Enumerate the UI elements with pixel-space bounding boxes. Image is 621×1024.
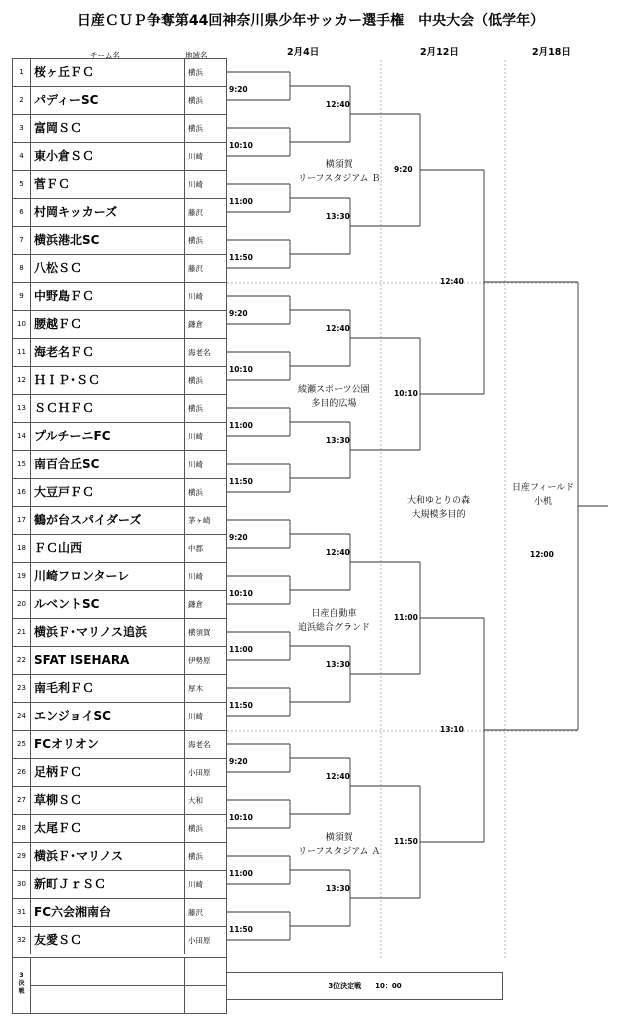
round2-time: 13:30 [326, 884, 350, 893]
round2-time: 12:40 [326, 772, 350, 781]
round1-time: 10:10 [229, 141, 253, 150]
team-region: 鎌倉 [184, 311, 226, 338]
venue-block-2-line: 多目的広場 [311, 399, 357, 409]
venue-block-3 [298, 607, 370, 635]
team-region: 藤沢 [184, 899, 226, 926]
final-time: 12:00 [530, 550, 554, 559]
team-number: 22 [13, 647, 31, 674]
team-name: 村岡キッカーズ [34, 205, 118, 219]
team-number: 4 [13, 143, 31, 170]
team-name: 太尾ＦＣ [34, 821, 83, 835]
team-region: 藤沢 [184, 255, 226, 282]
team-region: 川崎 [184, 563, 226, 590]
round1-time: 11:50 [229, 925, 253, 934]
round1-time: 11:00 [229, 197, 253, 206]
team-name: 八松ＳＣ [34, 261, 83, 275]
round2-time: 13:30 [326, 660, 350, 669]
team-region: 川崎 [184, 283, 226, 310]
team-region: 横浜 [184, 59, 226, 86]
team-region: 小田原 [184, 927, 226, 954]
third-place-match-label: 3位決定戦 10：00 [328, 982, 402, 990]
venue-block-1-line: リーフスタジアム Ｂ [298, 174, 381, 184]
region-column-header: 地域名 [185, 51, 208, 60]
round1-time: 10:10 [229, 365, 253, 374]
team-number: 7 [13, 227, 31, 254]
venue-block-2 [298, 383, 370, 411]
round1-time: 11:50 [229, 253, 253, 262]
team-number: 31 [13, 899, 31, 926]
round1-time: 9:20 [229, 309, 248, 318]
venue-block-4-line: 横須賀 [325, 833, 353, 843]
round1-time: 9:20 [229, 85, 248, 94]
team-region: 海老名 [184, 339, 226, 366]
round2-time: 13:30 [326, 436, 350, 445]
team-region: 川崎 [184, 703, 226, 730]
team-number: 2 [13, 87, 31, 114]
team-region: 横浜 [184, 395, 226, 422]
team-name: 桜ヶ丘ＦＣ [34, 65, 95, 79]
round1-time: 11:00 [229, 645, 253, 654]
team-region: 伊勢原 [184, 647, 226, 674]
team-number: 8 [13, 255, 31, 282]
team-name: 東小倉ＳＣ [34, 149, 95, 163]
round1-time: 11:50 [229, 701, 253, 710]
team-number: 14 [13, 423, 31, 450]
team-number: 27 [13, 787, 31, 814]
team-region: 横浜 [184, 367, 226, 394]
team-number: 20 [13, 591, 31, 618]
team-name: 草柳ＳＣ [34, 793, 83, 807]
team-number: 13 [13, 395, 31, 422]
team-number: 15 [13, 451, 31, 478]
team-name: エンジョイSC [34, 709, 111, 723]
team-number: 12 [13, 367, 31, 394]
team-name: ルベントSC [34, 597, 100, 611]
team-number: 26 [13, 759, 31, 786]
team-region: 横浜 [184, 479, 226, 506]
team-region: 厚木 [184, 675, 226, 702]
team-name: 南毛利ＦＣ [34, 681, 95, 695]
team-region: 中郡 [184, 535, 226, 562]
team-region: 横浜 [184, 87, 226, 114]
venue-block-4 [298, 831, 380, 859]
team-name: 腰越ＦＣ [34, 317, 83, 331]
venue-block-6 [512, 481, 574, 509]
round1-time: 10:10 [229, 589, 253, 598]
quarterfinal-time: 11:50 [394, 837, 418, 846]
round1-time: 11:00 [229, 421, 253, 430]
venue-block-6-line: 小机 [534, 497, 553, 507]
team-name: プルチーニFC [34, 429, 111, 443]
team-name: 富岡ＳＣ [34, 121, 83, 135]
semifinal-time: 13:10 [440, 725, 464, 734]
team-number: 17 [13, 507, 31, 534]
round2-time: 12:40 [326, 548, 350, 557]
round2-time: 12:40 [326, 100, 350, 109]
team-name: ＨＩＰ･ＳＣ [34, 373, 101, 387]
date-header-round3: 2月12日 [420, 47, 459, 58]
date-header-final: 2月18日 [532, 47, 571, 58]
venue-block-1 [298, 158, 380, 186]
round1-time: 9:20 [229, 757, 248, 766]
team-name: 南百合丘SC [34, 457, 100, 471]
team-name: ＳＣＨＦＣ [34, 401, 95, 415]
team-name: パディーSC [34, 93, 99, 107]
team-region: 川崎 [184, 423, 226, 450]
team-region: 小田原 [184, 759, 226, 786]
team-region: 横浜 [184, 227, 226, 254]
venue-block-3-line: 追浜総合グランド [298, 623, 371, 633]
round1-time: 9:20 [229, 533, 248, 542]
team-name: 中野島ＦＣ [34, 289, 95, 303]
team-name: 友愛ＳＣ [34, 933, 83, 947]
team-number: 9 [13, 283, 31, 310]
team-number: 5 [13, 171, 31, 198]
team-region: 海老名 [184, 731, 226, 758]
team-number: 19 [13, 563, 31, 590]
team-region: 横浜 [184, 115, 226, 142]
round1-time: 10:10 [229, 813, 253, 822]
team-number: 24 [13, 703, 31, 730]
team-name: 鶴が台スパイダーズ [34, 513, 142, 527]
round2-time: 13:30 [326, 212, 350, 221]
team-region: 川崎 [184, 451, 226, 478]
team-name: 川崎フロンターレ [34, 569, 130, 583]
team-region: 川崎 [184, 143, 226, 170]
third-place-row-label: 3 決 戦 [13, 958, 31, 1013]
team-column-header: チーム名 [90, 51, 120, 60]
team-region: 藤沢 [184, 199, 226, 226]
team-number: 6 [13, 199, 31, 226]
team-name: 横浜Ｆ･マリノス追浜 [34, 625, 148, 639]
round2-time: 12:40 [326, 324, 350, 333]
team-number: 18 [13, 535, 31, 562]
venue-block-3-line: 日産自動車 [311, 609, 357, 619]
team-region: 鎌倉 [184, 591, 226, 618]
team-region: 川崎 [184, 171, 226, 198]
team-region: 大和 [184, 787, 226, 814]
team-number: 30 [13, 871, 31, 898]
team-number: 21 [13, 619, 31, 646]
team-number: 10 [13, 311, 31, 338]
team-number: 25 [13, 731, 31, 758]
round1-time: 11:50 [229, 477, 253, 486]
team-name: SFAT ISEHARA [34, 653, 130, 667]
team-name: 横浜港北SC [34, 233, 100, 247]
page-title: 日産ＣＵＰ争奪第44回神奈川県少年サッカー選手権 中央大会（低学年） [76, 13, 545, 29]
round1-time: 11:00 [229, 869, 253, 878]
team-region: 横須賀 [184, 619, 226, 646]
team-name: 新町ＪｒＳＣ [34, 877, 107, 891]
quarterfinal-time: 11:00 [394, 613, 418, 622]
team-name: 足柄ＦＣ [34, 765, 83, 779]
team-number: 32 [13, 927, 31, 954]
team-name: ＦＣ山西 [34, 541, 83, 555]
team-name: 横浜Ｆ･マリノス [34, 849, 124, 863]
team-region: 川崎 [184, 871, 226, 898]
team-region: 茅ヶ崎 [184, 507, 226, 534]
venue-block-4-line: リーフスタジアム Ａ [298, 847, 381, 857]
team-name: FC六会湘南台 [34, 905, 112, 919]
team-region: 横浜 [184, 843, 226, 870]
venue-block-5-line: 大和ゆとりの森 [407, 496, 471, 506]
venue-block-6-line: 日産フィールド [512, 483, 575, 493]
team-name: 海老名ＦＣ [34, 345, 95, 359]
venue-block-1-line: 横須賀 [325, 160, 353, 170]
venue-block-5-line: 大規模多目的 [411, 510, 466, 520]
team-number: 3 [13, 115, 31, 142]
venue-block-5 [407, 494, 470, 522]
venue-block-2-line: 綾瀬スポーツ公園 [298, 385, 370, 395]
team-number: 28 [13, 815, 31, 842]
semifinal-time: 12:40 [440, 277, 464, 286]
date-header-round1: 2月4日 [287, 47, 320, 58]
team-name: 菅ＦＣ [34, 177, 71, 191]
team-name: 大豆戸ＦＣ [34, 485, 95, 499]
quarterfinal-time: 9:20 [394, 165, 413, 174]
quarterfinal-time: 10:10 [394, 389, 418, 398]
team-name: FCオリオン [34, 737, 99, 751]
team-number: 29 [13, 843, 31, 870]
team-region: 横浜 [184, 815, 226, 842]
team-number: 11 [13, 339, 31, 366]
team-number: 1 [13, 59, 31, 86]
team-number: 16 [13, 479, 31, 506]
team-number: 23 [13, 675, 31, 702]
